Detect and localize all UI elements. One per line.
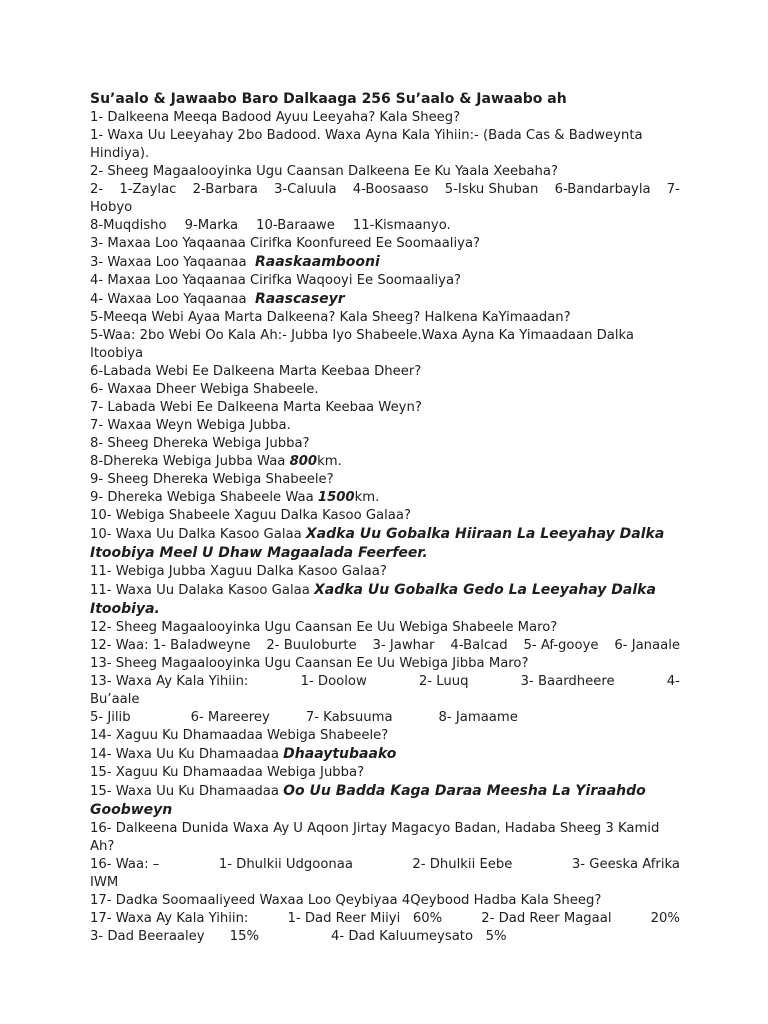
answer-16-continuation: IWM bbox=[90, 875, 119, 890]
answer-11 bbox=[90, 581, 680, 619]
answer-4 bbox=[90, 290, 680, 309]
answer-12-row bbox=[90, 637, 680, 655]
question-15: 15- Xaguu Ku Dhamaadaa Webiga Jubba? bbox=[90, 765, 365, 780]
list-item: 5- Jilib bbox=[90, 710, 131, 725]
answer-2-row-1 bbox=[90, 181, 680, 199]
list-item: 3- Dad Beeraaley 15% bbox=[90, 929, 260, 944]
question-2: 2- Sheeg Magaalooyinka Ugu Caansan Dalkeena Ee Ku Yaala Xeebaha? bbox=[90, 164, 558, 179]
question-11: 11- Webiga Jubba Xaguu Dalka Kasoo Galaa? bbox=[90, 564, 387, 579]
list-item: 9-Marka bbox=[184, 218, 239, 233]
answer-text: 9- Dhereka Webiga Shabeele Waa bbox=[90, 490, 318, 505]
answer-13-continuation: Bu’aale bbox=[90, 692, 140, 707]
question-3: 3- Maxaa Loo Yaqaanaa Cirifka Koonfureed Ee Soomaaliya? bbox=[90, 236, 481, 251]
answer-2-row-2 bbox=[90, 217, 680, 235]
question-9: 9- Sheeg Dhereka Webiga Shabeele? bbox=[90, 472, 334, 487]
answer-text: 11- Waxa Uu Dalaka Kasoo Galaa bbox=[90, 583, 314, 598]
answer-text: 3- Waxaa Loo Yaqaanaa bbox=[90, 255, 247, 270]
answer-text: 10- Waxa Uu Dalka Kasoo Galaa bbox=[90, 527, 306, 542]
answer-highlight: Raascaseyr bbox=[254, 291, 345, 307]
question-16: 16- Dalkeena Dunida Waxa Ay U Aqoon Jirtay Magacyo Badan, Hadaba Sheeg 3 Kamid Ah? bbox=[90, 821, 660, 854]
list-item: 2- bbox=[90, 182, 104, 197]
answer-highlight: 800 bbox=[289, 454, 318, 469]
document-body bbox=[90, 90, 680, 946]
answer-6: 6- Waxaa Dheer Webiga Shabeele. bbox=[90, 382, 319, 397]
question-8: 8- Sheeg Dhereka Webiga Jubba? bbox=[90, 436, 310, 451]
answer-text: 4- Waxaa Loo Yaqaanaa bbox=[90, 292, 247, 307]
answer-unit: km. bbox=[317, 454, 342, 469]
question-10: 10- Webiga Shabeele Xaguu Dalka Kasoo Galaa? bbox=[90, 508, 411, 523]
answer-1: 1- Waxa Uu Leeyahay 2bo Badood. Waxa Ayna Kala Yihiin:- (Bada Cas & Badweynta Hindiya). bbox=[90, 128, 643, 161]
list-item: 8- Jamaame bbox=[438, 710, 518, 725]
question-12: 12- Sheeg Magaalooyinka Ugu Caansan Ee Uu Webiga Shabeele Maro? bbox=[90, 620, 558, 635]
answer-2-continuation: Hobyo bbox=[90, 200, 133, 215]
answer-highlight: Raaskaambooni bbox=[254, 254, 380, 270]
list-item: 13- Waxa Ay Kala Yihiin: bbox=[90, 674, 249, 689]
list-item: 2- Dhulkii Eebe bbox=[412, 857, 513, 872]
answer-9 bbox=[90, 489, 680, 507]
list-item: 20% bbox=[650, 911, 680, 926]
question-17: 17- Dadka Soomaaliyeed Waxaa Loo Qeybiyaa 4Qeybood Hadba Kala Sheeg? bbox=[90, 893, 602, 908]
list-item: 1- Dhulkii Udgoonaa bbox=[218, 857, 353, 872]
answer-5: 5-Waa: 2bo Webi Oo Kala Ah:- Jubba Iyo Shabeele.Waxa Ayna Ka Yimaadaan Dalka Itoobiya bbox=[90, 328, 635, 361]
list-item: 4-Boosaaso bbox=[352, 182, 429, 197]
answer-17-row bbox=[90, 910, 680, 928]
list-item: 2- Luuq bbox=[418, 674, 469, 689]
list-item: 6- Mareerey bbox=[190, 710, 270, 725]
list-item: 3- Jawhar bbox=[372, 638, 435, 653]
list-item: 2- Buuloburte bbox=[266, 638, 357, 653]
answer-highlight: Dhaaytubaako bbox=[283, 746, 397, 762]
answer-7: 7- Waxaa Weyn Webiga Jubba. bbox=[90, 418, 291, 433]
answer-highlight: Xadka Uu Gobalka Gedo La Leeyahay Dalka Itoobiya. bbox=[90, 582, 656, 617]
answer-13-row-2 bbox=[90, 709, 680, 727]
list-item: 10-Baraawe bbox=[256, 218, 335, 233]
list-item: 12- Waa: 1- Baladweyne bbox=[90, 638, 251, 653]
answer-highlight: Xadka Uu Gobalka Hiiraan La Leeyahay Dalka Itoobiya Meel U Dhaw Magaalada Feerfeer. bbox=[90, 526, 665, 561]
list-item: 6- Janaale bbox=[614, 638, 680, 653]
list-item: 6-Bandarbayla bbox=[554, 182, 651, 197]
question-5: 5-Meeqa Webi Ayaa Marta Dalkeena? Kala Sheeg? Halkena KaYimaadan? bbox=[90, 310, 571, 325]
answer-15 bbox=[90, 782, 680, 820]
question-7: 7- Labada Webi Ee Dalkeena Marta Keebaa Weyn? bbox=[90, 400, 422, 415]
list-item: 3- Geeska Afrika bbox=[571, 857, 680, 872]
question-4: 4- Maxaa Loo Yaqaanaa Cirifka Waqooyi Ee Soomaaliya? bbox=[90, 273, 462, 288]
answer-text: 14- Waxa Uu Ku Dhamaadaa bbox=[90, 747, 284, 762]
list-item: 3-Caluula bbox=[273, 182, 337, 197]
answer-highlight: Oo Uu Badda Kaga Daraa Meesha La Yiraahdo Goobweyn bbox=[90, 783, 646, 818]
list-item: 1- Dad Reer Miiyi 60% bbox=[287, 911, 443, 926]
list-item: 8-Muqdisho bbox=[90, 218, 167, 233]
list-item: 4- Dad Kaluumeysato 5% bbox=[331, 929, 507, 944]
question-6: 6-Labada Webi Ee Dalkeena Marta Keebaa Dheer? bbox=[90, 364, 422, 379]
answer-8 bbox=[90, 453, 680, 471]
list-item: 11-Kismaanyo. bbox=[352, 218, 451, 233]
list-item: 17- Waxa Ay Kala Yihiin: bbox=[90, 911, 249, 926]
answer-highlight: 1500 bbox=[317, 490, 355, 505]
list-item: 2-Barbara bbox=[192, 182, 258, 197]
list-item: 5-Isku Shuban bbox=[444, 182, 539, 197]
list-item: 1- Doolow bbox=[300, 674, 367, 689]
list-item: 7- Kabsuuma bbox=[305, 710, 393, 725]
list-item: 1-Zaylac bbox=[119, 182, 177, 197]
list-item: 16- Waa: – bbox=[90, 857, 160, 872]
answer-10 bbox=[90, 525, 680, 563]
list-item: 7- bbox=[666, 182, 680, 197]
answer-13-row bbox=[90, 673, 680, 691]
answer-14 bbox=[90, 745, 680, 764]
answer-16-row bbox=[90, 856, 680, 874]
list-item: 5- Af-gooye bbox=[523, 638, 599, 653]
question-13: 13- Sheeg Magaalooyinka Ugu Caansan Ee Uu Webiga Jibba Maro? bbox=[90, 656, 529, 671]
question-1: 1- Dalkeena Meeqa Badood Ayuu Leeyaha? Kala Sheeg? bbox=[90, 110, 461, 125]
answer-text: 8-Dhereka Webiga Jubba Waa bbox=[90, 454, 290, 469]
question-14: 14- Xaguu Ku Dhamaadaa Webiga Shabeele? bbox=[90, 728, 389, 743]
answer-text: 15- Waxa Uu Ku Dhamaadaa bbox=[90, 784, 284, 799]
answer-3 bbox=[90, 253, 680, 272]
list-item: 2- Dad Reer Magaal bbox=[481, 911, 612, 926]
answer-unit: km. bbox=[354, 490, 380, 505]
answer-17-row-2 bbox=[90, 928, 680, 946]
list-item: 4-Balcad bbox=[450, 638, 508, 653]
list-item: 4- bbox=[666, 674, 680, 689]
document-title: Su’aalo & Jawaabo Baro Dalkaaga 256 Su’aalo & Jawaabo ah bbox=[90, 91, 567, 107]
list-item: 3- Baardheere bbox=[520, 674, 615, 689]
